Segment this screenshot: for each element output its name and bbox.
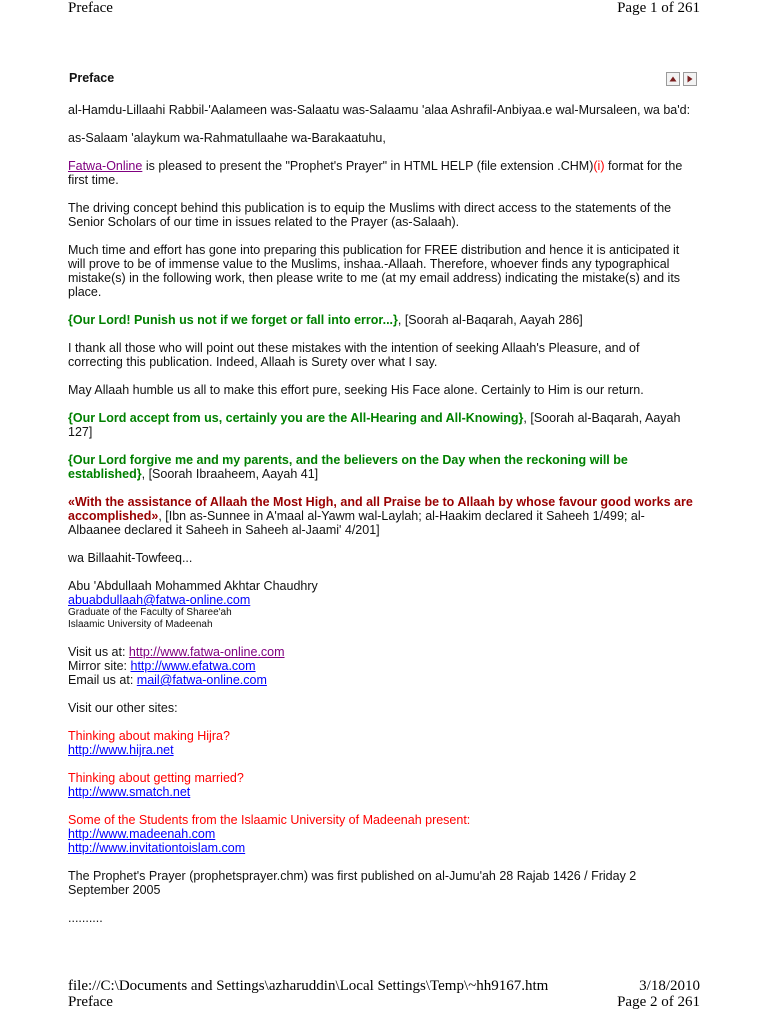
running-header-page-number: Page 1 of 261: [617, 0, 700, 16]
author-email-link[interactable]: abuabdullaah@fatwa-online.com: [68, 593, 251, 607]
closing-line: wa Billaahit-Towfeeq...: [68, 551, 193, 565]
hijra-link[interactable]: http://www.hijra.net: [68, 743, 174, 757]
running-header: [68, 0, 700, 16]
topic-navigation: [666, 72, 697, 86]
contact-email-link[interactable]: mail@fatwa-online.com: [136, 673, 267, 687]
site-group-hijra: [68, 729, 748, 757]
footer-section: Preface: [68, 994, 113, 1010]
verse-reference: , [Soorah al-Baqarah, Aayah 127]: [68, 411, 681, 439]
footer-file-path: file://C:\Documents and Settings\azharuddin\Local Settings\Temp\~hh9167.htm: [68, 978, 549, 994]
opening-praise: al-Hamdu-Lillaahi Rabbil-'Aalameen was-Salaatu was-Salaamu 'alaa Ashrafil-Anbiyaa.e wal-Mursaleen, wa ba'd:: [68, 103, 691, 117]
thanks-paragraph: I thank all those who will point out these mistakes with the intention of seeking Allaah's Pleasure, and of correcting this publication. Indeed, Allaah is Surety over what I say.: [68, 341, 640, 369]
preface-body: [68, 103, 748, 939]
purpose-paragraph: The driving concept behind this publication is to equip the Muslims with direct access to the statements of the Senior Scholars of our time in issues related to the Prayer (as-Salaah).: [68, 201, 672, 229]
verse-reference: , [Soorah Ibraaheem, Aayah 41]: [141, 467, 319, 481]
next-button[interactable]: [683, 72, 697, 86]
right-arrow-icon: [686, 75, 694, 83]
mirror-site-link[interactable]: http://www.efatwa.com: [130, 659, 256, 673]
site-link-line: [68, 841, 748, 855]
author-name: Abu 'Abdullaah Mohammed Akhtar Chaudhry: [68, 579, 318, 593]
contact-links: [68, 645, 748, 687]
ellipsis: ..........: [68, 911, 103, 925]
footer-page-number: Page 2 of 261: [617, 994, 700, 1010]
verse-quote: {Our Lord! Punish us not if we forget or fall into error...}: [68, 313, 398, 327]
site-link-line: [68, 785, 748, 799]
site-caption: Some of the Students from the Islaamic University of Madeenah present:: [68, 813, 471, 827]
hadith-paragraph: [68, 495, 748, 537]
running-header-section: Preface: [68, 0, 113, 16]
author-email-line: [68, 593, 748, 607]
verse-quote: {Our Lord forgive me and my parents, and the believers on the Day when the reckoning will be established}: [68, 453, 628, 481]
intro-text-end: format for the first time.: [68, 159, 683, 187]
contact-label: Mirror site:: [68, 659, 131, 673]
smatch-link[interactable]: http://www.smatch.net: [68, 785, 191, 799]
site-caption: Thinking about making Hijra?: [68, 729, 230, 743]
intro-paragraph: [68, 159, 748, 187]
footer-row-next-page: [68, 994, 700, 1010]
up-button[interactable]: [666, 72, 680, 86]
hadith-quote: «With the assistance of Allaah the Most High, and all Praise be to Allaah by whose favour good works are accomplished»: [68, 495, 693, 523]
verse-baqarah-127: [68, 411, 748, 439]
free-distribution-paragraph: Much time and effort has gone into preparing this publication for FREE distribution and hence it is anticipated it will prove to be of immense value to the Muslims, inshaa.-Allaah. Therefore, whoever finds any typographical mistake(s) in the following work, then please write to me (at my email address) indicating the mistake(s) and its place.: [68, 243, 681, 299]
verse-quote: {Our Lord accept from us, certainly you are the All-Hearing and All-Knowing}: [68, 411, 524, 425]
site-group-smatch: [68, 771, 748, 799]
madeenah-link[interactable]: http://www.madeenah.com: [68, 827, 216, 841]
contact-label: Visit us at:: [68, 645, 129, 659]
site-link-line: [68, 743, 748, 757]
website-link[interactable]: http://www.fatwa-online.com: [128, 645, 285, 659]
author-credential: Islaamic University of Madeenah: [68, 619, 213, 630]
verse-ibraaheem-41: [68, 453, 748, 481]
other-sites-heading: Visit our other sites:: [68, 701, 178, 715]
footer-print-date: 3/18/2010: [639, 978, 700, 994]
salutation: as-Salaam 'alaykum wa-Rahmatullaahe wa-Barakaatuhu,: [68, 131, 386, 145]
intro-text: is pleased to present the "Prophet's Prayer" in HTML HELP (file extension .CHM): [142, 159, 594, 173]
verse-baqarah-286: [68, 313, 748, 327]
contact-line-mirror: [68, 659, 748, 673]
site-link-line: [68, 827, 748, 841]
contact-line-email: [68, 673, 748, 687]
author-credential: Graduate of the Faculty of Sharee'ah: [68, 607, 232, 618]
contact-line-website: [68, 645, 748, 659]
invitationtoislam-link[interactable]: http://www.invitationtoislam.com: [68, 841, 246, 855]
site-caption: Thinking about getting married?: [68, 771, 244, 785]
footer-row-file: [68, 978, 700, 994]
humility-paragraph: May Allaah humble us all to make this effort pure, seeking His Face alone. Certainly to Him is our return.: [68, 383, 644, 397]
publication-note: The Prophet's Prayer (prophetsprayer.chm) was first published on al-Jumu'ah 28 Rajab 1426 / Friday 2 September 2005: [68, 869, 637, 897]
verse-reference: , [Soorah al-Baqarah, Aayah 286]: [397, 313, 583, 327]
author-signature: [68, 579, 748, 631]
running-footer: [68, 978, 700, 1010]
contact-label: Email us at:: [68, 673, 137, 687]
page-title: Preface: [69, 71, 115, 85]
fatwa-online-link[interactable]: Fatwa-Online: [68, 159, 143, 173]
site-group-madeenah: [68, 813, 748, 855]
hadith-reference: , [Ibn as-Sunnee in A'maal al-Yawm wal-Laylah; al-Haakim declared it Saheeh 1/499; al- Albaanee declared it Saheeh in Saheeh al-Jaami' 4/201]: [68, 509, 645, 537]
chm-note-marker[interactable]: (i): [593, 159, 605, 173]
up-arrow-icon: [669, 75, 677, 83]
